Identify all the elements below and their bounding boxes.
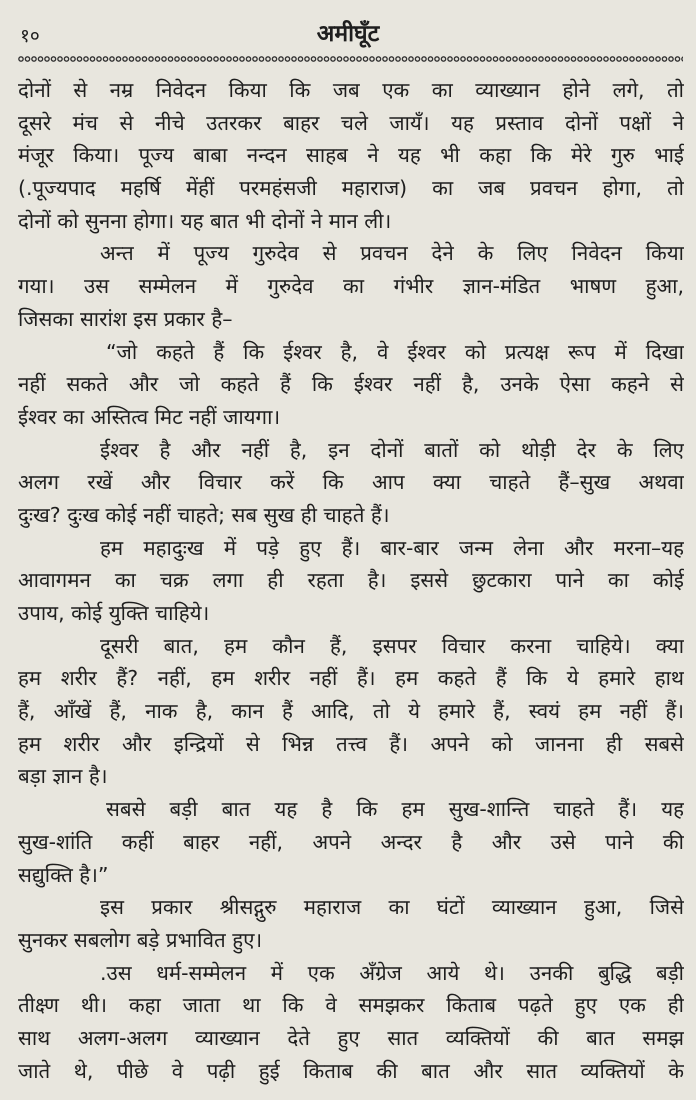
text-line: अन्त में पूज्य गुरुदेव से प्रवचन देने के लिए निवेदन किया <box>100 241 684 266</box>
text-line: दूसरे मंच से नीचे उतरकर बाहर चले जायँ। यह प्रस्ताव दोनों पक्षों ने <box>18 110 684 135</box>
running-header-title: अमीघूँट <box>316 21 380 47</box>
text-line: सद्युक्ति है।” <box>18 862 109 887</box>
text-line: नहीं सकते और जो कहते हैं कि ईश्वर नहीं है, उनके ऐसा कहने से <box>18 372 684 397</box>
text-line: सुख-शांति कहीं बाहर नहीं, अपने अन्दर है और उसे पाने की <box>18 829 684 854</box>
text-line: गया। उस सम्मेलन में गुरुदेव का गंभीर ज्ञान-मंडित भाषण हुआ, <box>18 274 684 299</box>
text-line: सबसे बड़ी बात यह है कि हम सुख-शान्ति चाहते हैं। यह <box>106 797 684 822</box>
text-line: तीक्ष्ण थी। कहा जाता था कि वे समझकर किताब पढ़ते हुए एक ही <box>18 993 684 1018</box>
text-line: बड़ा ज्ञान है। <box>18 764 108 789</box>
page-body-text <box>18 74 684 1087</box>
text-line: दोनों से नम्र निवेदन किया कि जब एक का व्याख्यान होने लगे, तो <box>18 78 684 102</box>
text-line: ईश्वर का अस्तित्व मिट नहीं जायगा। <box>18 404 281 429</box>
text-line: आवागमन का चक्र लगा ही रहता है। इससे छुटकारा पाने का कोई <box>18 568 684 593</box>
text-line: जिसका सारांश इस प्रकार है– <box>18 306 233 331</box>
text-line: इस प्रकार श्रीसद्गुरु महाराज का घंटों व्याख्यान हुआ, जिसे <box>100 895 684 920</box>
text-line: हम शरीर हैं? नहीं, हम शरीर नहीं हैं। हम कहते हैं कि ये हमारे हाथ <box>18 666 684 691</box>
text-line: मंजूर किया। पूज्य बाबा नन्दन साहब ने यह भी कहा कि मेरे गुरु भाई <box>18 143 684 168</box>
text-line: ईश्वर है और नहीं है, इन दोनों बातों को थोड़ी देर के लिए <box>100 437 684 462</box>
text-line: उपाय, कोई युक्ति चाहिये। <box>18 601 210 625</box>
text-line: सुनकर सबलोग बड़े प्रभावित हुए। <box>18 927 263 952</box>
text-line: जाते थे, पीछे वे पढ़ी हुई किताब की बात और सात व्यक्तियों के <box>18 1058 684 1083</box>
text-line: साथ अलग-अलग व्याख्यान देते हुए सात व्यक्तियों की बात समझ <box>18 1025 684 1050</box>
text-line: हम महादुःख में पड़े हुए हैं। बार-बार जन्म लेना और मरना–यह <box>100 535 684 560</box>
text-line: दूसरी बात, हम कौन हैं, इसपर विचार करना चाहिये। क्या <box>100 633 684 658</box>
text-line: हैं, आँखें हैं, नाक है, कान हैं आदि, तो ये हमारे हैं, स्वयं हम नहीं हैं। <box>18 699 684 724</box>
text-line: अलग रखें और विचार करें कि आप क्या चाहते हैं–सुख अथवा <box>18 470 684 495</box>
page-number: १० <box>20 25 40 47</box>
text-line: दुःख? दुःख कोई नहीं चाहते; सब सुख ही चाहते हैं। <box>18 502 390 527</box>
text-line: .उस धर्म-सम्मेलन में एक अँग्रेज आये थे। उनकी बुद्धि बड़ी <box>100 960 684 985</box>
ornamental-divider <box>18 55 683 63</box>
text-line: (.पूज्यपाद महर्षि मेंहीं परमहंसजी महाराज) का जब प्रवचन होगा, तो <box>18 176 684 201</box>
text-line: हम शरीर और इन्द्रियों से भिन्न तत्त्व हैं। अपने को जानना ही सबसे <box>18 731 684 756</box>
text-line: दोनों को सुनना होगा। यह बात भी दोनों ने मान ली। <box>18 208 392 233</box>
text-line: “जो कहते हैं कि ईश्वर है, वे ईश्वर को प्रत्यक्ष रूप में दिखा <box>106 339 684 364</box>
